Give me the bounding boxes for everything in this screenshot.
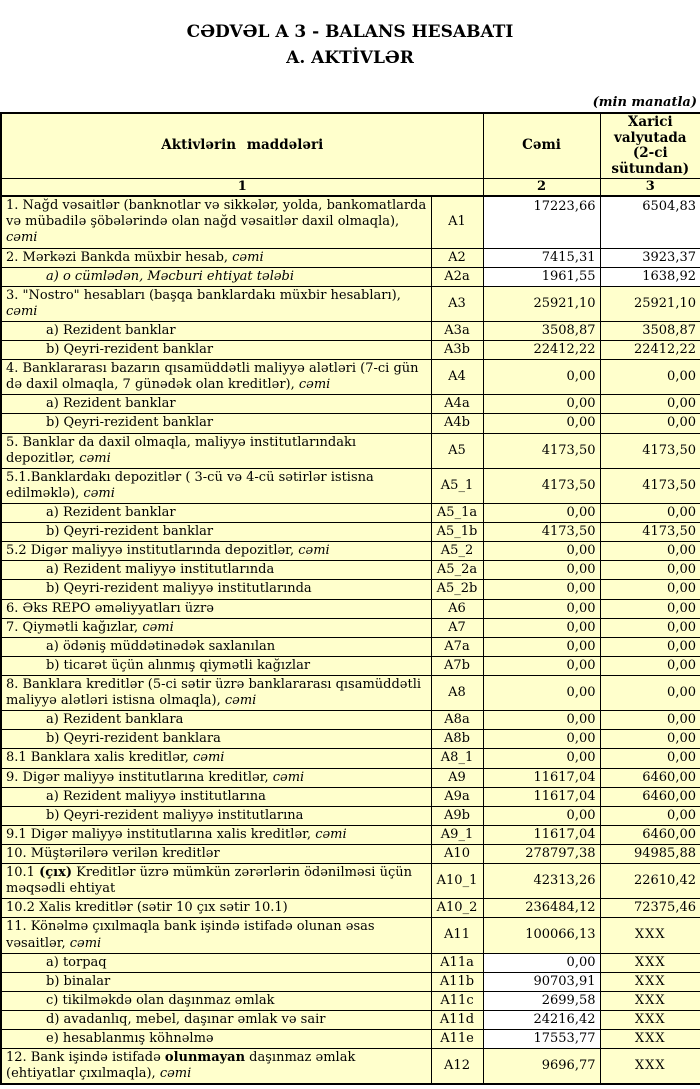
row-code: A5_1a [431, 504, 483, 523]
row-total-value: 25921,10 [483, 286, 600, 321]
row-fx-value: XXX [600, 991, 700, 1010]
table-row [1, 395, 700, 414]
row-code: A9a [431, 787, 483, 806]
table-row [1, 468, 700, 503]
row-fx-value: 6504,83 [600, 196, 700, 248]
row-fx-value: 72375,46 [600, 899, 700, 918]
row-total-value: 24216,42 [483, 1010, 600, 1029]
table-row [1, 561, 700, 580]
row-code: A2a [431, 267, 483, 286]
row-code: A7b [431, 656, 483, 675]
row-code: A11b [431, 972, 483, 991]
table-row [1, 676, 700, 711]
table-row [1, 806, 700, 825]
row-fx-value: 0,00 [600, 730, 700, 749]
table-row [1, 864, 700, 899]
row-label: 8.1 Banklara xalis kreditlər, cəmi [1, 749, 431, 768]
row-fx-value: 1638,92 [600, 267, 700, 286]
row-fx-value: XXX [600, 1010, 700, 1029]
row-fx-value: 6460,00 [600, 825, 700, 844]
row-total-value: 0,00 [483, 580, 600, 599]
row-total-value: 0,00 [483, 542, 600, 561]
row-fx-value: 4173,50 [600, 468, 700, 503]
table-row [1, 730, 700, 749]
table-row [1, 845, 700, 864]
row-total-value: 0,00 [483, 730, 600, 749]
table-row [1, 991, 700, 1010]
row-fx-value: 6460,00 [600, 787, 700, 806]
row-label: b) Qeyri-rezident banklar [1, 523, 431, 542]
table-row [1, 321, 700, 340]
table-row [1, 637, 700, 656]
document-subtitle: A. AKTİVLƏR [286, 48, 414, 68]
row-code: A5_2a [431, 561, 483, 580]
row-total-value: 11617,04 [483, 768, 600, 787]
row-label: b) Qeyri-rezident maliyyə institutlarına [1, 806, 431, 825]
row-label: a) Rezident banklar [1, 395, 431, 414]
row-total-value: 0,00 [483, 360, 600, 395]
table-row [1, 768, 700, 787]
row-fx-value: 0,00 [600, 656, 700, 675]
row-fx-value: 3923,37 [600, 248, 700, 267]
row-total-value: 236484,12 [483, 899, 600, 918]
table-row [1, 711, 700, 730]
row-label: 7. Qiymətli kağızlar, cəmi [1, 618, 431, 637]
row-label: 8. Banklara kreditlər (5-ci sətir üzrə banklararası qısamüddətli maliyyə alətləri istisna olmaqla), cəmi [1, 676, 431, 711]
row-code: A4a [431, 395, 483, 414]
row-total-value: 278797,38 [483, 845, 600, 864]
col-number-1: 1 [1, 179, 483, 197]
row-label: a) Rezident banklar [1, 321, 431, 340]
row-total-value: 42313,26 [483, 864, 600, 899]
table-row [1, 749, 700, 768]
row-label: c) tikilməkdə olan daşınmaz əmlak [1, 991, 431, 1010]
row-label: 6. Əks REPO əməliyyatları üzrə [1, 599, 431, 618]
row-label: a) Rezident maliyyə institutlarına [1, 787, 431, 806]
row-fx-value: 6460,00 [600, 768, 700, 787]
row-label: b) Qeyri-rezident banklar [1, 341, 431, 360]
row-total-value: 0,00 [483, 618, 600, 637]
row-label: 1. Nağd vəsaitlər (banknotlar və sikkələr, yolda, bankomatlarda və mübadilə şöbələrində olan nağd vəsaitlər daxil olmaqla), cəmi [1, 196, 431, 248]
row-fx-value: 0,00 [600, 542, 700, 561]
row-code: A10_1 [431, 864, 483, 899]
row-code: A11c [431, 991, 483, 1010]
row-code: A5_2 [431, 542, 483, 561]
row-total-value: 7415,31 [483, 248, 600, 267]
row-code: A8_1 [431, 749, 483, 768]
table-row [1, 580, 700, 599]
row-fx-value: 0,00 [600, 637, 700, 656]
row-label: 4. Banklararası bazarın qısamüddətli maliyyə alətləri (7-ci gün də daxil olmaqla, 7 günədək olan kreditlər), cəmi [1, 360, 431, 395]
row-code: A1 [431, 196, 483, 248]
row-total-value: 4173,50 [483, 523, 600, 542]
table-row [1, 414, 700, 433]
row-label: 5. Banklar da daxil olmaqla, maliyyə institutlarındakı depozitlər, cəmi [1, 433, 431, 468]
row-label: 10.1 (çıx) Kreditlər üzrə mümkün zərərlərin ödənilməsi üçün məqsədli ehtiyat [1, 864, 431, 899]
row-total-value: 2699,58 [483, 991, 600, 1010]
table-row [1, 341, 700, 360]
unit-note: (min manatla) [592, 95, 697, 110]
row-label: d) avadanlıq, mebel, daşınar əmlak və sair [1, 1010, 431, 1029]
row-fx-value: 0,00 [600, 749, 700, 768]
row-label: a) Rezident banklar [1, 504, 431, 523]
row-label: b) Qeyri-rezident banklar [1, 414, 431, 433]
row-fx-value: 0,00 [600, 676, 700, 711]
row-code: A4 [431, 360, 483, 395]
table-row [1, 523, 700, 542]
row-fx-value: XXX [600, 953, 700, 972]
row-label: e) hesablanmış köhnəlmə [1, 1030, 431, 1049]
row-label: 3. "Nostro" hesabları (başqa banklardakı müxbir hesabları), cəmi [1, 286, 431, 321]
table-row [1, 787, 700, 806]
row-total-value: 0,00 [483, 395, 600, 414]
column-number-row [1, 179, 700, 197]
row-total-value: 1961,55 [483, 267, 600, 286]
row-total-value: 9696,77 [483, 1049, 600, 1085]
row-code: A10_2 [431, 899, 483, 918]
row-code: A2 [431, 248, 483, 267]
row-total-value: 11617,04 [483, 825, 600, 844]
row-fx-value: 3508,87 [600, 321, 700, 340]
row-fx-value: XXX [600, 1030, 700, 1049]
document-title: CƏDVƏL A 3 - BALANS HESABATI [186, 22, 514, 42]
table-row [1, 618, 700, 637]
row-fx-value: 0,00 [600, 360, 700, 395]
row-total-value: 4173,50 [483, 468, 600, 503]
row-code: A7a [431, 637, 483, 656]
row-label: b) binalar [1, 972, 431, 991]
row-label: 10.2 Xalis kreditlər (sətir 10 çıx sətir 10.1) [1, 899, 431, 918]
row-total-value: 90703,91 [483, 972, 600, 991]
row-code: A5_1 [431, 468, 483, 503]
table-row [1, 656, 700, 675]
total-header-cell: Cəmi [483, 113, 600, 179]
row-fx-value: 4173,50 [600, 523, 700, 542]
table-row [1, 972, 700, 991]
row-code: A5_1b [431, 523, 483, 542]
table-row [1, 899, 700, 918]
row-total-value: 22412,22 [483, 341, 600, 360]
table-row [1, 825, 700, 844]
row-fx-value: 22412,22 [600, 341, 700, 360]
row-label: a) ödəniş müddətinədək saxlanılan [1, 637, 431, 656]
row-total-value: 0,00 [483, 561, 600, 580]
row-code: A8b [431, 730, 483, 749]
row-code: A4b [431, 414, 483, 433]
row-fx-value: 0,00 [600, 580, 700, 599]
balance-table [0, 112, 700, 1085]
row-label: 5.2 Digər maliyyə institutlarında depozitlər, cəmi [1, 542, 431, 561]
table-row [1, 286, 700, 321]
table-row [1, 1030, 700, 1049]
row-code: A3 [431, 286, 483, 321]
col-number-3: 3 [600, 179, 700, 197]
row-code: A11d [431, 1010, 483, 1029]
row-label: 12. Bank işində istifadə olunmayan daşınmaz əmlak (ehtiyatlar çıxılmaqla), cəmi [1, 1049, 431, 1085]
row-code: A12 [431, 1049, 483, 1085]
row-total-value: 0,00 [483, 749, 600, 768]
row-code: A5_2b [431, 580, 483, 599]
row-label: b) ticarət üçün alınmış qiymətli kağızlar [1, 656, 431, 675]
row-code: A9_1 [431, 825, 483, 844]
table-row [1, 196, 700, 248]
row-total-value: 0,00 [483, 711, 600, 730]
table-row [1, 360, 700, 395]
row-fx-value: 0,00 [600, 504, 700, 523]
row-code: A9 [431, 768, 483, 787]
row-label: a) Rezident maliyyə institutlarında [1, 561, 431, 580]
row-code: A8 [431, 676, 483, 711]
row-code: A9b [431, 806, 483, 825]
row-code: A6 [431, 599, 483, 618]
row-total-value: 17553,77 [483, 1030, 600, 1049]
row-fx-value: XXX [600, 1049, 700, 1085]
items-header-cell: Aktivlərin maddələri [1, 113, 483, 179]
row-total-value: 4173,50 [483, 433, 600, 468]
row-total-value: 0,00 [483, 656, 600, 675]
table-row [1, 504, 700, 523]
row-total-value: 0,00 [483, 599, 600, 618]
row-code: A11a [431, 953, 483, 972]
row-label: a) Rezident banklara [1, 711, 431, 730]
row-total-value: 0,00 [483, 504, 600, 523]
row-fx-value: XXX [600, 972, 700, 991]
row-total-value: 0,00 [483, 676, 600, 711]
row-code: A3b [431, 341, 483, 360]
col-number-2: 2 [483, 179, 600, 197]
table-row [1, 1049, 700, 1085]
row-total-value: 0,00 [483, 414, 600, 433]
row-label: 9. Digər maliyyə institutlarına kreditlər, cəmi [1, 768, 431, 787]
row-total-value: 3508,87 [483, 321, 600, 340]
table-row [1, 599, 700, 618]
table-row [1, 918, 700, 953]
row-code: A11 [431, 918, 483, 953]
row-label: b) Qeyri-rezident banklara [1, 730, 431, 749]
table-row [1, 542, 700, 561]
row-fx-value: 22610,42 [600, 864, 700, 899]
row-total-value: 0,00 [483, 637, 600, 656]
row-total-value: 17223,66 [483, 196, 600, 248]
row-total-value: 0,00 [483, 806, 600, 825]
row-fx-value: 0,00 [600, 711, 700, 730]
row-fx-value: 4173,50 [600, 433, 700, 468]
row-label: 5.1.Banklardakı depozitlər ( 3-cü və 4-cü sətirlər istisna edilməklə), cəmi [1, 468, 431, 503]
row-total-value: 0,00 [483, 953, 600, 972]
table-body [1, 196, 700, 1084]
table-row [1, 248, 700, 267]
row-code: A3a [431, 321, 483, 340]
row-label: 9.1 Digər maliyyə institutlarına xalis kreditlər, cəmi [1, 825, 431, 844]
row-fx-value: 0,00 [600, 618, 700, 637]
row-code: A11e [431, 1030, 483, 1049]
row-fx-value: 94985,88 [600, 845, 700, 864]
row-total-value: 11617,04 [483, 787, 600, 806]
row-label: 2. Mərkəzi Bankda müxbir hesab, cəmi [1, 248, 431, 267]
row-fx-value: 0,00 [600, 395, 700, 414]
row-fx-value: 0,00 [600, 806, 700, 825]
row-label: a) torpaq [1, 953, 431, 972]
row-label: b) Qeyri-rezident maliyyə institutlarında [1, 580, 431, 599]
table-row [1, 1010, 700, 1029]
fx-header-cell: Xarici valyutada (2-ci sütundan) [600, 113, 700, 179]
row-label: 11. Könəlmə çıxılmaqla bank işində istifadə olunan əsas vəsaitlər, cəmi [1, 918, 431, 953]
row-fx-value: 0,00 [600, 599, 700, 618]
row-code: A8a [431, 711, 483, 730]
row-code: A7 [431, 618, 483, 637]
row-total-value: 100066,13 [483, 918, 600, 953]
row-fx-value: 25921,10 [600, 286, 700, 321]
row-code: A10 [431, 845, 483, 864]
row-label: 10. Müştərilərə verilən kreditlər [1, 845, 431, 864]
row-fx-value: XXX [600, 918, 700, 953]
row-fx-value: 0,00 [600, 414, 700, 433]
row-label: a) o cümlədən, Məcburi ehtiyat tələbi [1, 267, 431, 286]
header-row [1, 113, 700, 179]
table-row [1, 433, 700, 468]
row-fx-value: 0,00 [600, 561, 700, 580]
table-row [1, 953, 700, 972]
table-row [1, 267, 700, 286]
row-code: A5 [431, 433, 483, 468]
